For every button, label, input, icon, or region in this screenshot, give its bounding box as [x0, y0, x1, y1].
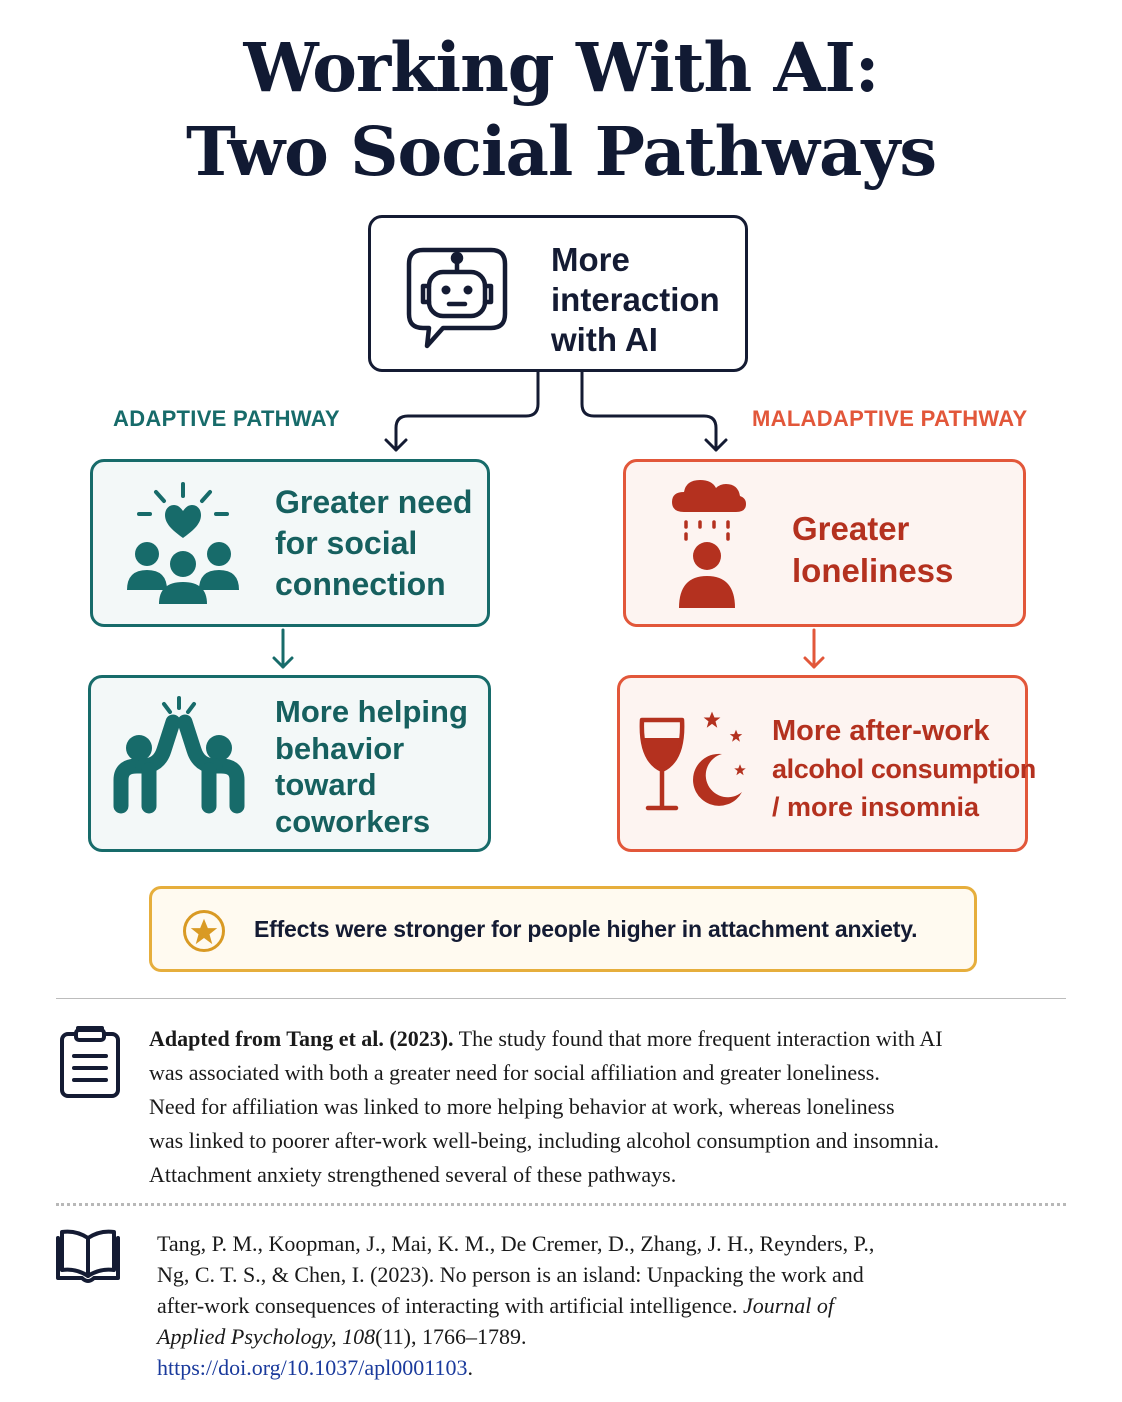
doi-suffix: . — [467, 1355, 473, 1380]
helping-behavior-node — [88, 675, 491, 852]
citation-line: after-work consequences of interacting with artificial intelligence. — [157, 1293, 743, 1318]
top-node-text — [551, 240, 720, 360]
loneliness-node — [623, 459, 1026, 627]
node-line: Greater need — [275, 484, 473, 520]
top-node-line: interaction — [551, 281, 720, 318]
journal-name: Journal of — [742, 1293, 835, 1318]
node-line: behavior — [275, 730, 405, 766]
summary-source: Adapted from Tang et al. (2023). — [149, 1026, 454, 1051]
star-icon — [182, 909, 226, 953]
high-five-icon — [109, 694, 249, 814]
top-node-line: with AI — [551, 321, 658, 358]
summary-line: Attachment anxiety strengthened several of these pathways. — [149, 1162, 677, 1187]
title-line-2: Two Social Pathways — [185, 112, 937, 191]
summary-line: was associated with both a greater need for social affiliation and greater loneliness. — [149, 1060, 880, 1085]
title-line-1: Working With AI: — [243, 28, 879, 107]
node-line: for social — [275, 525, 418, 561]
top-node-line: More — [551, 241, 630, 278]
rain-cloud-person-icon — [668, 476, 748, 616]
open-book-icon — [54, 1228, 122, 1284]
adaptive-pathway-label: ADAPTIVE PATHWAY — [113, 406, 340, 431]
node-line: More after-work — [772, 715, 990, 747]
group-heart-icon — [123, 480, 243, 608]
robot-chat-icon — [403, 242, 513, 360]
ai-interaction-node — [368, 215, 748, 372]
maladaptive-pathway-label: MALADAPTIVE PATHWAY — [752, 406, 1028, 431]
after-work-node — [617, 675, 1036, 852]
node-line: toward — [275, 767, 377, 802]
summary-line: was linked to poorer after-work well-being, including alcohol consumption and insomnia. — [149, 1128, 940, 1153]
dotted-divider — [56, 1203, 1066, 1206]
citation-pages: (11), 1766–1789. — [375, 1324, 527, 1349]
reference-citation — [157, 1228, 1067, 1383]
clipboard-icon — [58, 1024, 122, 1100]
node-line: connection — [275, 566, 446, 602]
journal-volume: Applied Psychology, 108 — [157, 1324, 376, 1349]
node-line: loneliness — [792, 552, 954, 589]
study-summary — [149, 1022, 1069, 1192]
node-line: alcohol consumption — [772, 754, 1036, 784]
social-connection-node — [90, 459, 490, 627]
node-line: Greater — [792, 510, 910, 547]
node-line: More helping — [275, 694, 468, 729]
social-connection-text — [275, 482, 472, 605]
citation-line: Tang, P. M., Koopman, J., Mai, K. M., De Cremer, D., Zhang, J. H., Reynders, P., — [157, 1231, 875, 1256]
node-line: / more insomnia — [772, 792, 980, 822]
helping-behavior-text — [275, 694, 468, 840]
loneliness-text — [792, 508, 953, 592]
citation-line: Ng, C. T. S., & Chen, I. (2023). No person is an island: Unpacking the work and — [157, 1262, 864, 1287]
divider — [56, 998, 1066, 999]
doi-link[interactable]: https://doi.org/10.1037/apl0001103 — [157, 1355, 468, 1380]
wine-moon-icon — [636, 714, 756, 824]
attachment-anxiety-note — [149, 886, 977, 972]
summary-line: Need for affiliation was linked to more helping behavior at work, whereas loneliness — [149, 1094, 895, 1119]
node-line: coworkers — [275, 803, 431, 839]
note-text: Effects were stronger for people higher in attachment anxiety. — [254, 916, 918, 942]
after-work-text — [772, 712, 1036, 826]
summary-line: The study found that more frequent interaction with AI — [453, 1026, 943, 1051]
